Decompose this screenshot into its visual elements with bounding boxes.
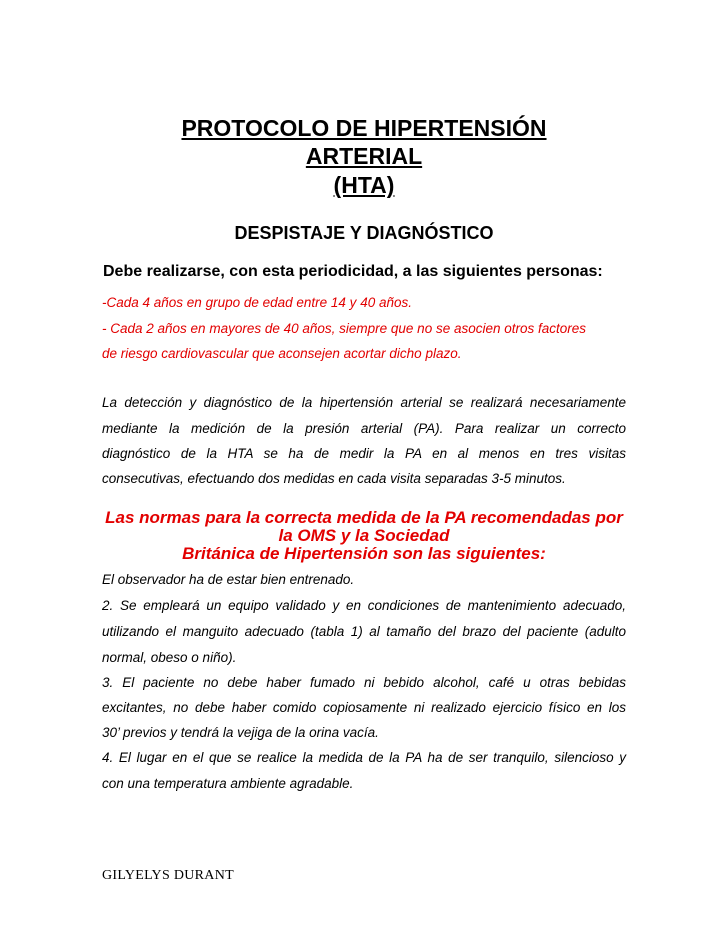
document-title-line-3 [100,174,628,197]
norms-heading-line-1: Las normas para la correcta medida de la PA recomendadas por [105,508,623,527]
norms-heading-line-3: Británica de Hipertensión son las siguientes: [182,544,546,563]
norm-line-9: con una temperatura ambiente agradable. [102,776,354,791]
norm-line-5: 3. El paciente no debe haber fumado ni bebido alcohol, café u otras bebidas [102,675,626,690]
norm-line-8: 4. El lugar en el que se realice la medida de la PA ha de ser tranquilo, silencioso y [102,750,626,765]
page-footer-author: GILYELYS DURANT [102,868,234,883]
norm-line-3: utilizando el manguito adecuado (tabla 1) al tamaño del brazo del paciente (adulto [102,624,626,639]
document-title-line-2 [100,145,628,168]
detection-line-4: consecutivas, efectuando dos medidas en cada visita separadas 3-5 minutos. [102,471,566,486]
title-text-3: (HTA) [333,172,395,198]
periodicity-line-3: de riesgo cardiovascular que aconsejen acortar dicho plazo. [102,346,462,361]
intro-sentence: Debe realizarse, con esta periodicidad, a las siguientes personas: [103,263,603,280]
detection-line-3: diagnóstico de la HTA se ha de medir la PA en al menos en tres visitas [102,446,626,461]
title-text-1: PROTOCOLO DE HIPERTENSIÓN [181,115,547,141]
section-subtitle: DESPISTAJE Y DIAGNÓSTICO [234,223,494,243]
detection-line-1: La detección y diagnóstico de la hipertensión arterial se realizará necesariamente [102,395,626,410]
norm-line-2: 2. Se empleará un equipo validado y en condiciones de mantenimiento adecuado, [102,598,626,613]
detection-line-2: mediante la medición de la presión arterial (PA). Para realizar un correcto [102,421,626,436]
norm-line-1: El observador ha de estar bien entrenado. [102,572,355,587]
norm-line-7: 30’ previos y tendrá la vejiga de la orina vacía. [102,725,379,740]
document-title-line-1 [100,117,628,140]
norm-line-6: excitantes, no debe haber comido copiosamente ni realizado ejercicio físico en los [102,700,626,715]
periodicity-line-1: -Cada 4 años en grupo de edad entre 14 y 40 años. [102,295,412,310]
title-text-2: ARTERIAL [305,143,423,169]
norms-heading-line-2: la OMS y la Sociedad [278,526,450,545]
norm-line-4: normal, obeso o niño). [102,650,237,665]
periodicity-line-2: - Cada 2 años en mayores de 40 años, siempre que no se asocien otros factores [102,321,587,336]
